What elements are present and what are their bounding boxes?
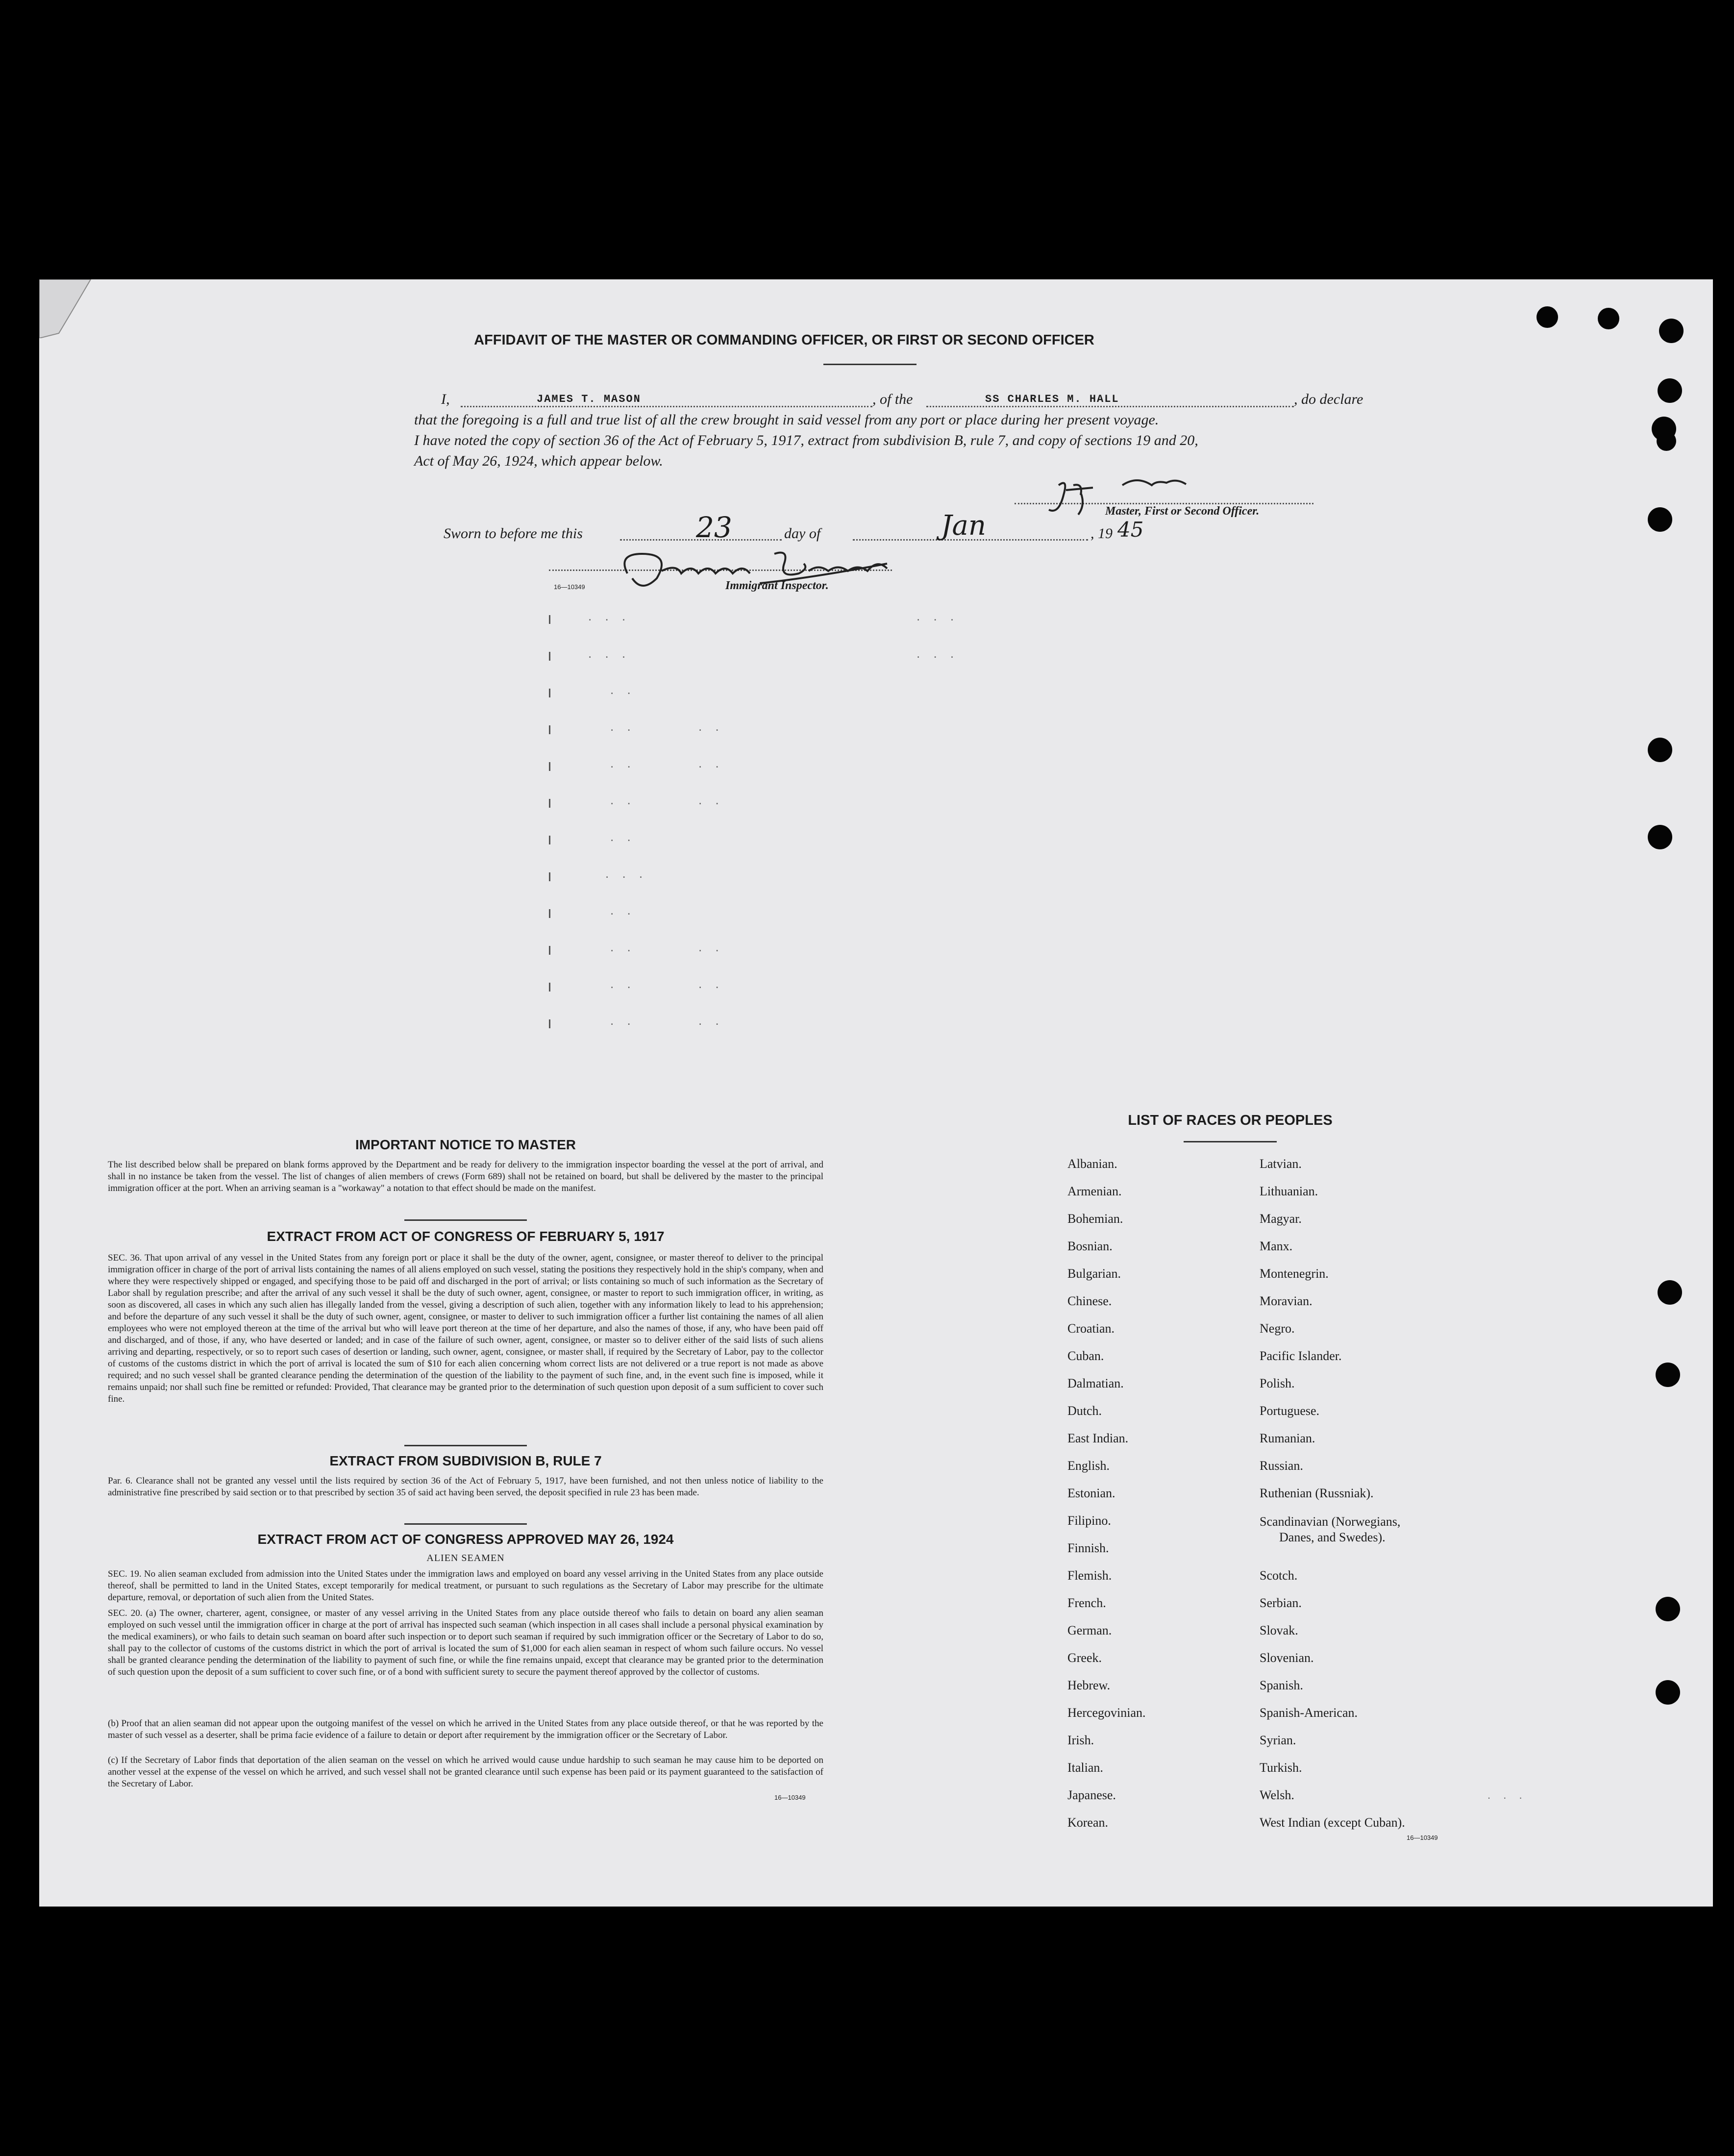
race-item: Magyar. <box>1260 1212 1302 1226</box>
notice-body: The list described below shall be prepared on blank forms approved by the Department and be ready for delivery to the immigration inspector boarding the vessel at the port of arrival, and shall in no instance be taken from the vessel. The list of changes of alien members of crews (Form 689) shall not be retained on board, but shall be delivered by the master to the principal immigration officer at the port. When an arriving seaman is a "workaway" a notation to that effect should be made on the manifest. <box>108 1160 823 1193</box>
race-item: Hebrew. <box>1067 1678 1111 1692</box>
races-form-number: 16—10349 <box>1407 1834 1438 1841</box>
affidavit-line-2: that the foregoing is a full and true list of all the crew brought in said vessel from any port or place during her present voyage. <box>414 412 1159 428</box>
race-item: Spanish-American. <box>1260 1706 1358 1720</box>
race-item: Chinese. <box>1067 1294 1112 1308</box>
extract-1917-title: EXTRACT FROM ACT OF CONGRESS OF FEBRUARY 5, 1917 <box>267 1229 665 1244</box>
race-item: Bulgarian. <box>1067 1266 1121 1281</box>
race-item: Syrian. <box>1260 1733 1296 1747</box>
affidavit-line-3: I have noted the copy of section 36 of the Act of February 5, 1917, extract from subdivision B, rule 7, and copy of sections 19 and 20, <box>414 432 1198 448</box>
race-item: Moravian. <box>1260 1294 1313 1308</box>
extract-1924-title: EXTRACT FROM ACT OF CONGRESS APPROVED MAY 26, 1924 <box>257 1532 674 1547</box>
day-of-text: day of <box>784 525 821 542</box>
race-item: French. <box>1067 1596 1106 1610</box>
race-item: Pacific Islander. <box>1260 1349 1342 1363</box>
race-item: Rumanian. <box>1260 1431 1315 1445</box>
extract-rule7-body: Par. 6. Clearance shall not be granted any vessel until the lists required by section 36 of the Act of February 5, 1917, have been furnished, and not then unless notice of liability to the administrative fine prescribed by said section or to that prescribed by section 35 of said act having been served, the deposit specified in rule 23 has been made. <box>108 1476 823 1498</box>
divider-1 <box>404 1219 527 1221</box>
race-item: Armenian. <box>1067 1184 1122 1198</box>
affidavit-title: AFFIDAVIT OF THE MASTER OR COMMANDING OFFICER, OR FIRST OR SECOND OFFICER <box>474 332 1094 348</box>
extract-1924-sec20b: (b) Proof that an alien seaman did not appear upon the outgoing manifest of the vessel on which he arrived in the United States from any place outside thereof, or that he was reported by the master of such vessel as a deserter, shall be prima facie evidence of a failure to detain or deport after requirement by the immigration officer or the Secretary of Labor. <box>108 1718 823 1740</box>
race-item: Negro. <box>1260 1321 1295 1336</box>
race-item: Slovak. <box>1260 1623 1298 1637</box>
race-item: Lithuanian. <box>1260 1184 1318 1198</box>
race-item: Russian. <box>1260 1459 1303 1473</box>
sworn-text: Sworn to before me this <box>444 525 583 542</box>
year-value: 45 <box>1117 518 1144 542</box>
notice-title: IMPORTANT NOTICE TO MASTER <box>355 1137 576 1152</box>
race-item: English. <box>1067 1459 1110 1473</box>
race-item: Scandinavian (Norwegians, <box>1260 1514 1401 1529</box>
affidavit-pronoun: I, <box>441 391 450 407</box>
divider-3 <box>404 1523 527 1525</box>
race-item-continuation: Danes, and Swedes). <box>1279 1530 1386 1544</box>
race-item: Bohemian. <box>1067 1212 1123 1226</box>
extract-1924-sec19: SEC. 19. No alien seaman excluded from admission into the United States under the immigration laws and employed on board any vessel arriving in the United States from any place outside thereof, shall be permitted to land in the United States, except temporarily for medical treatment, or pursuant to such regulations as the Secretary of Labor may prescribe for the ultimate departure, removal, or deportation of such alien from the United States. <box>108 1569 823 1603</box>
master-name: JAMES T. MASON <box>537 393 641 405</box>
vessel-name: SS CHARLES M. HALL <box>985 393 1119 405</box>
race-item: Greek. <box>1067 1651 1102 1665</box>
race-item: Serbian. <box>1260 1596 1302 1610</box>
race-item: Japanese. <box>1067 1788 1116 1802</box>
race-item: German. <box>1067 1623 1112 1637</box>
race-item: Manx. <box>1260 1239 1293 1253</box>
faint-dots: . . . <box>1487 1789 1527 1801</box>
do-declare-text: , do declare <box>1294 391 1363 407</box>
year-prefix: , 19 <box>1090 525 1113 542</box>
race-item: Welsh. <box>1260 1788 1294 1802</box>
race-item: Ruthenian (Russniak). <box>1260 1486 1374 1500</box>
divider-2 <box>404 1445 527 1446</box>
race-item: Slovenian. <box>1260 1651 1314 1665</box>
name-line <box>461 406 872 407</box>
race-item: Montenegrin. <box>1260 1266 1329 1281</box>
extract-1924-sec20a: SEC. 20. (a) The owner, charterer, agent, consignee, or master of any vessel arriving in the United States from any place outside thereof who fails to detain on board any alien seaman employed on such vessel until the immigration officer in charge at the port of arrival has inspected such seaman (which inspection in all cases shall include a personal physical examination by the medical examiners), or who fails to detain such seaman on board after such inspection or to deport such seaman if required by such immigration officer or the Secretary of Labor to do so, shall pay to the collector of customs of the customs district in which the port of arrival is located the sum of $1,000 for each alien seaman in respect of whom such failure occurs. No vessel shall be granted clearance pending the determination of the liability to payment of such fine, or while the fine remains unpaid, except that clearance may be granted prior to the determination of such question upon the deposit of a sum sufficient to cover such fine, or of a bond with sufficient surety to secure the payment thereof approved by the collector of customs. <box>108 1608 823 1677</box>
race-item: West Indian (except Cuban). <box>1260 1815 1405 1830</box>
affidavit-line-4: Act of May 26, 1924, which appear below. <box>414 453 663 469</box>
folded-corner <box>39 279 108 338</box>
of-the-text: , of the <box>872 391 913 407</box>
title-underline <box>823 364 917 365</box>
race-item: Italian. <box>1067 1760 1103 1775</box>
extract-1924-sec20c: (c) If the Secretary of Labor finds that deportation of the alien seaman on the vessel on which he arrived would cause undue hardship to such seaman he may cause him to be deported on another vessel at the expense of the vessel on which he arrived, and such vessel shall not be granted clearance until such expense has been paid or its payment guaranteed to the satisfaction of the Secretary of Labor. <box>108 1755 823 1789</box>
race-item: Croatian. <box>1067 1321 1115 1336</box>
race-item: Finnish. <box>1067 1541 1109 1555</box>
races-title: LIST OF RACES OR PEOPLES <box>1128 1113 1333 1128</box>
race-item: Korean. <box>1067 1815 1109 1830</box>
month-value: Jan <box>941 510 986 542</box>
race-item: Dalmatian. <box>1067 1376 1124 1390</box>
race-item: Filipino. <box>1067 1513 1111 1528</box>
race-item: Hercegovinian. <box>1067 1706 1146 1720</box>
race-item: Cuban. <box>1067 1349 1104 1363</box>
race-item: Spanish. <box>1260 1678 1303 1692</box>
document-page: AFFIDAVIT OF THE MASTER OR COMMANDING OFFICER, OR FIRST OR SECOND OFFICER I, JAMES T. MASON , of the SS CHARLES M. HALL , do declare that the foregoing is a full and true list of all the crew brought in said vessel from any port or place during her present voyage. I have noted the copy of section 36 of the Act of February 5, 1917, extract from subdivision B, rule 7, and copy of sections 19 and 20, Act of May 26, 1924, which appear below. Master, First or Second Officer. Sworn to before me this 23 day of Jan , 19 45 Immigrant Inspector. 16—10349 . . . . . . . . . . . . . . . . . . . . . . . . . . . . . . . . . . . . . . . . . . . . . IMPORTANT NOTICE TO MASTER The list described below shall be prepared on blank forms approved by the Department and be ready for delivery to the immigration inspector boarding the vessel at the port of arrival, and shall in no instance be taken from the vessel. The list of changes of alien members of crews (Form 689) shall not be retained on board, but shall be delivered by the master to the principal immigration officer at the port. When an arriving seaman is a "workaway" a notation to that effect should be made on the manifest. EXTRACT FROM ACT OF CONGRESS OF FEBRUARY 5, 1917 SEC. 36. That upon arrival of any vessel in the United States from any foreign port or place it shall be the duty of the owner, agent, consignee, or master thereof to deliver to the principal immigration officer in charge of the port of arrival lists containing the names of all aliens employed on such vessel, stating the positions they respectively hold in the ship's company, when and where they were respectively shipped or engaged, and specifying those to be paid off and discharged in the port of arrival; or lists containing so much of such information as the Secretary of Labor shall by regulation prescribe; and after the arrival of any such vessel it shall be the duty of such owner, agent, consignee, or master to report to such immigration officer, in writing, as soon as discovered, all cases in which any such alien has illegally landed from the vessel, giving a description of such alien, together with any information likely to lead to his apprehension; and before the departure of any such vessel it shall be the duty of such owner, agent, consignee, or master to deliver to such immigration officer a further list containing the names of all alien employees who were not employed thereon at the time of the arrival but who will leave port thereon at the time of her departure, and also the names of those, if any, who have been paid off and discharged, and of those, if any, who have deserted or landed; and in case of the failure of such owner, agent, consignee, or master so to deliver either of the said lists of such aliens arriving and departing, respectively, or so to report such cases of desertion or landing, such owner, agent, consignee, or master shall, if required by the Secretary of Labor, pay to the collector of customs of the customs district in which the port of arrival is located the sum of $10 for each alien concerning whom correct lists are not delivered or a true report is not made as above required; and no such vessel shall be granted clearance pending the determination of the question of the liability to the payment of such fine, and, in the event such fine is imposed, while it remains unpaid; nor shall such fine be remitted or refunded: Provided, That clearance may be granted prior to the determination of such question upon deposit of a sum sufficient to cover such fine. EXTRACT FROM SUBDIVISION B, RULE 7 Par. 6. Clearance shall not be granted any vessel until the lists required by section 36 of the Act of February 5, 1917, have been furnished, and not then unless notice of liability to the administrative fine prescribed by said section or to that prescribed by section 35 of said act having been served, the deposit specified in rule 23 has been made. EXTRACT FROM ACT OF CONGRESS APPROVED MAY 26, 1924 ALIEN SEAMEN SEC. 19. No alien seaman excluded from admission into the United States under the immigration laws and employed on board any vessel arriving in the United States from any place outside thereof, shall be permitted to land in the United States, except temporarily for medical treatment, or pursuant to such regulations as the Secretary of Labor may prescribe for the ultimate departure, removal, or deportation of such alien from the United States. SEC. 20. (a) The owner, charterer, agent, consignee, or master of any vessel arriving in the United States from any place outside thereof who fails to detain on board any alien seaman employed on such vessel until the immigration officer in charge at the port of arrival has inspected such seaman (which inspection in all cases shall include a personal physical examination by the medical examiners), or who fails to detain such seaman on board after such inspection or to deport such seaman if required by such immigration officer or the Secretary of Labor to do so, shall pay to the collector of customs of the customs district in which the port of arrival is located the sum of $1,000 for each alien seaman in respect of whom such failure occurs. No vessel shall be granted clearance pending the determination of the liability to payment of such fine, or while the fine remains unpaid, except that clearance may be granted prior to the determination of such question upon the deposit of a sum sufficient to cover such fine, or of a bond with sufficient surety to secure the payment thereof approved by the collector of customs. (b) Proof that an alien seaman did not appear upon the outgoing manifest of the vessel on which he arrived in the United States from any place outside thereof, or that he was reported by the master of such vessel as a deserter, shall be prima facie evidence of a failure to detain or deport after requirement by the immigration officer or the Secretary of Labor. (c) If the Secretary of Labor finds that deportation of the alien seaman on the vessel on which he arrived would cause undue hardship to such seaman he may cause him to be deported on another vessel at the expense of the vessel on which he arrived, and such vessel shall not be granted clearance until such expense has been paid or its payment guaranteed to the satisfaction of the Secretary of Labor. 16—10349 LIST OF RACES OR PEOPLES Albanian. Armenian. Bohemian. Bosnian. Bulgarian. Chinese. Croatian. Cuban. Dalmatian. Dutch. East Indian. English. Estonian. Filipino. Finnish. Flemish. French. German. Greek. Hebrew. Hercegovinian. Irish. Italian. Japanese. Korean. Latvian. Lithuanian. Magyar. Manx. Montenegrin. Moravian. Negro. Pacific Islander. Polish. Portuguese. Rumanian. Russian. Ruthenian (Russniak). Scandinavian (Norwegians, Danes, and Swedes). Scotch. Serbian. Slovak. Slovenian. Spanish. Spanish-American. Syrian. Turkish. Welsh. West Indian (except Cuban). . . . 16—10349 <box>39 279 1713 1907</box>
race-item: Flemish. <box>1067 1568 1112 1583</box>
extract-rule7-title: EXTRACT FROM SUBDIVISION B, RULE 7 <box>329 1453 602 1468</box>
master-label: Master, First or Second Officer. <box>1105 505 1260 518</box>
race-item: Irish. <box>1067 1733 1094 1747</box>
inspector-label: Immigrant Inspector. <box>725 579 829 592</box>
day-value: 23 <box>696 511 732 544</box>
extract-1924-subtitle: ALIEN SEAMEN <box>426 1553 505 1563</box>
race-item: Scotch. <box>1260 1568 1298 1583</box>
race-item: Turkish. <box>1260 1760 1302 1775</box>
races-title-underline <box>1184 1141 1277 1142</box>
race-item: East Indian. <box>1067 1431 1129 1445</box>
race-item: Latvian. <box>1260 1157 1302 1171</box>
extract-1917-body: SEC. 36. That upon arrival of any vessel in the United States from any foreign port or place it shall be the duty of the owner, agent, consignee, or master thereof to deliver to the principal immigration officer in charge of the port of arrival lists containing the names of all aliens employed on such vessel, stating the positions they respectively hold in the ship's company, when and where they were respectively shipped or engaged, and specifying those to be paid off and discharged in the port of arrival; or lists containing so much of such information as the Secretary of Labor shall by regulation prescribe; and after the arrival of any such vessel it shall be the duty of such owner, agent, consignee, or master to report to such immigration officer, in writing, as soon as discovered, all cases in which any such alien has illegally landed from the vessel, giving a description of such alien, together with any information likely to lead to his apprehension; and before the departure of any such vessel it shall be the duty of such owner, agent, consignee, or master to deliver to such immigration officer a further list containing the names of all alien employees who were not employed thereon at the time of the arrival but who will leave port thereon at the time of her departure, and also the names of those, if any, who have been paid off and discharged, and of those, if any, who have deserted or landed; and in case of the failure of such owner, agent, consignee, or master so to deliver either of the said lists of such aliens arriving and departing, respectively, or so to report such cases of desertion or landing, such owner, agent, consignee, or master shall, if required by the Secretary of Labor, pay to the collector of customs of the customs district in which the port of arrival is located the sum of $10 for each alien concerning whom correct lists are not delivered or a true report is not made as above required; and no such vessel shall be granted clearance pending the determination of the question of the liability to the payment of such fine, and, in the event such fine is imposed, while it remains unpaid; nor shall such fine be remitted or refunded: Provided, That clearance may be granted prior to the determination of such question upon deposit of a sum sufficient to cover such fine. <box>108 1253 823 1404</box>
extract-form-number: 16—10349 <box>774 1794 806 1801</box>
race-item: Portuguese. <box>1260 1404 1320 1418</box>
affidavit-form-number: 16—10349 <box>554 583 585 591</box>
vessel-line <box>926 406 1294 407</box>
race-item: Polish. <box>1260 1376 1295 1390</box>
race-item: Dutch. <box>1067 1404 1102 1418</box>
race-item: Albanian. <box>1067 1157 1117 1171</box>
race-item: Bosnian. <box>1067 1239 1113 1253</box>
race-item: Estonian. <box>1067 1486 1115 1500</box>
